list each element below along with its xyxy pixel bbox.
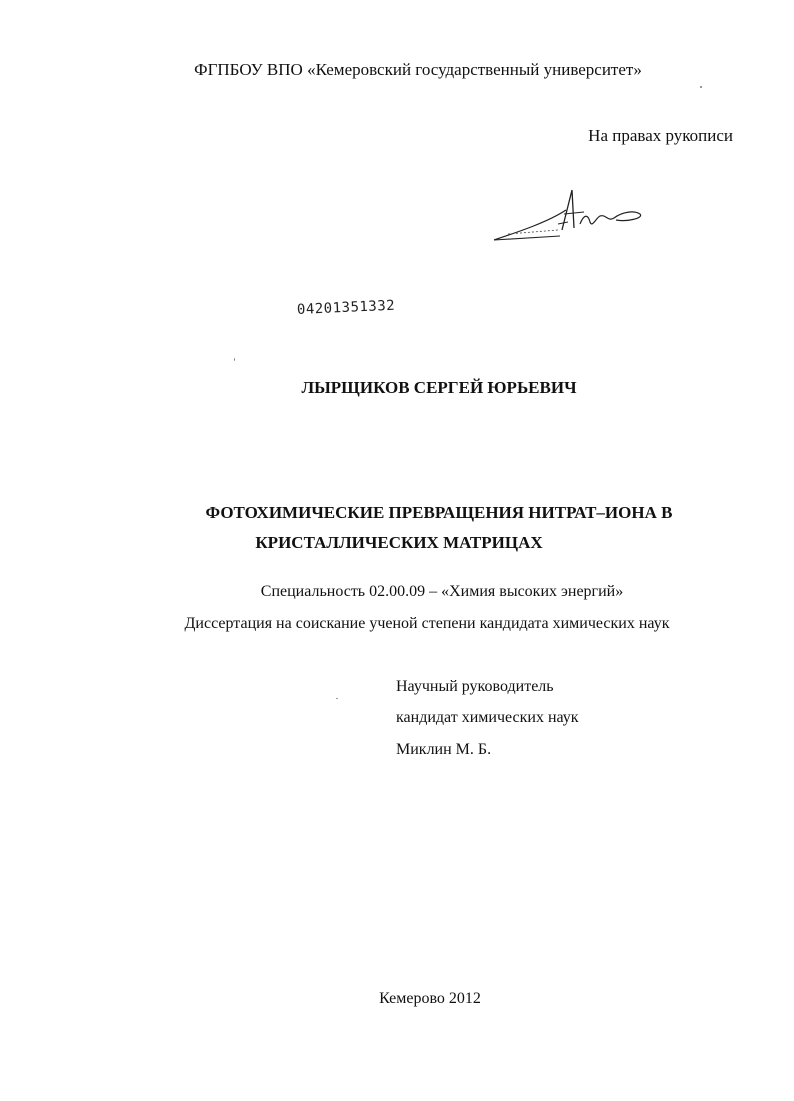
- scan-speck: [700, 86, 702, 88]
- supervisor-name: Миклин М. Б.: [396, 741, 492, 758]
- registration-number: 04201351332: [296, 297, 396, 318]
- institution-name: ФГПБОУ ВПО «Кемеровский государственный университет»: [194, 60, 642, 79]
- manuscript-rights-note: На правах рукописи: [588, 126, 733, 145]
- supervisor-role: Научный руководитель: [396, 678, 554, 695]
- dissertation-type-line: Диссертация на соискание ученой степени кандидата химических наук: [184, 615, 670, 632]
- city-year: Кемерово 2012: [379, 990, 481, 1007]
- specialty-line: Специальность 02.00.09 – «Химия высоких энергий»: [260, 583, 624, 600]
- supervisor-degree: кандидат химических наук: [396, 709, 579, 726]
- scan-speck: [336, 698, 338, 699]
- author-name: ЛЫРЩИКОВ СЕРГЕЙ ЮРЬЕВИЧ: [301, 378, 577, 397]
- dissertation-title-line-1: ФОТОХИМИЧЕСКИЕ ПРЕВРАЩЕНИЯ НИТРАТ–ИОНА В: [205, 503, 673, 522]
- scan-speck: [234, 358, 235, 361]
- dissertation-title-line-2: КРИСТАЛЛИЧЕСКИХ МАТРИЦАХ: [255, 533, 543, 552]
- author-signature: [488, 184, 648, 246]
